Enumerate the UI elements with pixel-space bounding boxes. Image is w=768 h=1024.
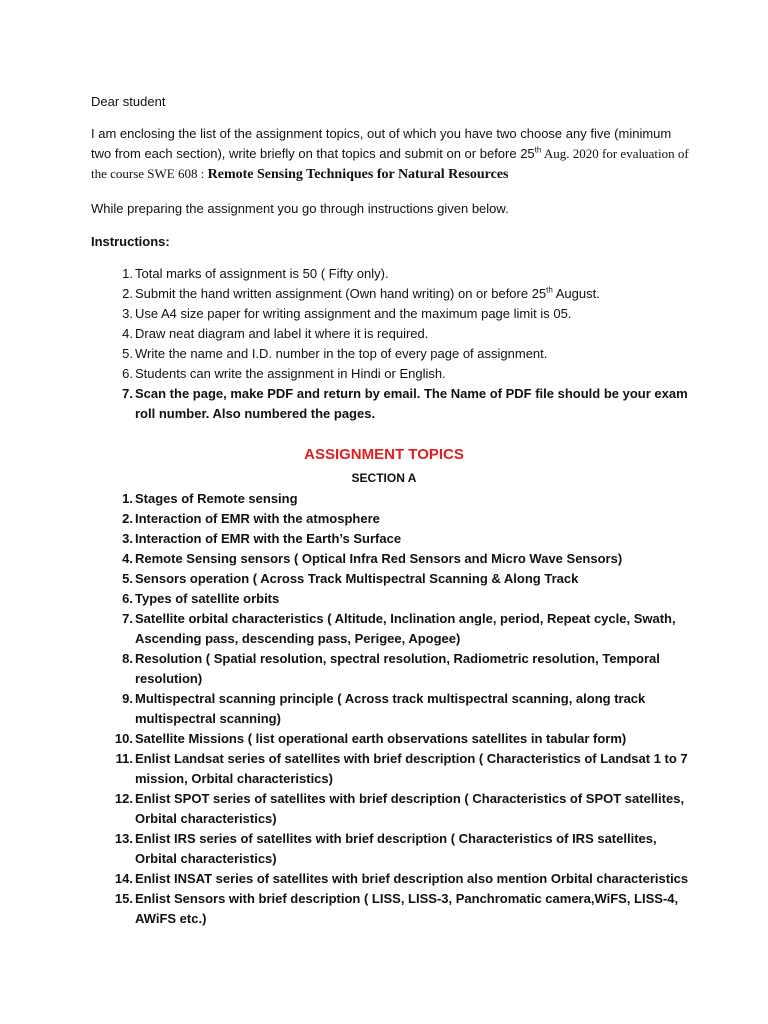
item-text: Enlist INSAT series of satellites with brief description also mention Orbital characteristics <box>135 871 689 886</box>
instructions-note: While preparing the assignment you go through instructions given below. <box>91 201 509 216</box>
topic-item <box>91 789 691 829</box>
item-text-end: August. <box>552 286 600 301</box>
item-superscript: th <box>546 285 553 295</box>
intro-paragraph <box>91 124 691 185</box>
item-number: 15. <box>114 891 133 906</box>
item-number: 13. <box>114 831 133 846</box>
topic-item <box>91 589 691 609</box>
item-number: 14. <box>114 871 133 886</box>
item-number: 10. <box>114 731 133 746</box>
item-text: Remote Sensing sensors ( Optical Infra Red Sensors and Micro Wave Sensors) <box>135 551 623 566</box>
topic-item <box>91 489 691 509</box>
item-text: Stages of Remote sensing <box>135 491 298 506</box>
item-text: Satellite Missions ( list operational earth observations satellites in tabular form) <box>135 731 627 746</box>
topic-item <box>91 649 691 689</box>
topic-item <box>91 529 691 549</box>
instructions-title: Instructions: <box>91 234 170 249</box>
topic-item <box>91 549 691 569</box>
item-text: Use A4 size paper for writing assignment and the maximum page limit is 05. <box>135 306 572 321</box>
topic-item <box>91 509 691 529</box>
instruction-item <box>91 284 691 304</box>
item-text: Enlist IRS series of satellites with brief description ( Characteristics of IRS satellites, Orbital characteristics) <box>135 831 657 866</box>
item-text: Total marks of assignment is 50 ( Fifty only). <box>135 266 389 281</box>
topic-item <box>91 729 691 749</box>
item-text: Enlist SPOT series of satellites with brief description ( Characteristics of SPOT satellites, Orbital characteristics) <box>135 791 685 826</box>
instruction-item <box>91 344 691 364</box>
item-number: 5. <box>122 346 133 361</box>
course-name: Remote Sensing Techniques for Natural Resources <box>207 167 509 182</box>
item-text: Write the name and I.D. number in the top of every page of assignment. <box>135 346 548 361</box>
item-text: Interaction of EMR with the atmosphere <box>135 511 380 526</box>
topic-item <box>91 569 691 589</box>
greeting: Dear student <box>91 94 166 109</box>
topic-item <box>91 829 691 869</box>
item-number: 8. <box>122 651 133 666</box>
item-text: Multispectral scanning principle ( Across track multispectral scanning, along track multispectral scanning) <box>135 691 646 726</box>
item-text: Satellite orbital characteristics ( Altitude, Inclination angle, period, Repeat cycle, Swath, Ascending pass, descending pass, Perigee, Apogee) <box>135 611 676 646</box>
item-number: 7. <box>122 386 133 401</box>
item-number: 4. <box>122 326 133 341</box>
item-number: 2. <box>122 286 133 301</box>
instructions-list <box>91 264 691 424</box>
intro-text-continued: Aug. 2020 for evaluation of the course SWE 608 : <box>91 146 689 181</box>
item-text: Sensors operation ( Across Track Multispectral Scanning & Along Track <box>135 571 579 586</box>
item-text: Interaction of EMR with the Earth’s Surface <box>135 531 402 546</box>
item-number: 2. <box>122 511 133 526</box>
item-number: 1. <box>122 491 133 506</box>
instruction-item <box>91 384 691 424</box>
item-number: 11. <box>115 751 133 766</box>
section-heading: SECTION A <box>351 471 417 485</box>
assignment-topics-heading: ASSIGNMENT TOPICS <box>304 446 464 463</box>
item-number: 3. <box>122 306 133 321</box>
intro-superscript: th <box>534 145 542 155</box>
item-number: 4. <box>122 551 133 566</box>
topic-item <box>91 689 691 729</box>
item-text: Draw neat diagram and label it where it is required. <box>135 326 429 341</box>
instruction-item <box>91 264 691 284</box>
instruction-item <box>91 364 691 384</box>
item-text: Enlist Landsat series of satellites with brief description ( Characteristics of Landsat 1 to 7 mission, Orbital characteristics) <box>135 751 688 786</box>
instruction-item <box>91 324 691 344</box>
item-text: Types of satellite orbits <box>135 591 280 606</box>
topics-list <box>91 489 691 929</box>
item-text: Enlist Sensors with brief description ( LISS, LISS-3, Panchromatic camera,WiFS, LISS-4, AWiFS etc.) <box>135 891 679 926</box>
item-text: Scan the page, make PDF and return by email. The Name of PDF file should be your exam roll number. Also numbered the pages. <box>135 386 688 421</box>
topic-item <box>91 869 691 889</box>
intro-text: I am enclosing the list of the assignment topics, out of which you have two choose any five (minimum two from each section), write briefly on that topics and submit on or before 25 <box>91 126 672 161</box>
item-text: Submit the hand written assignment (Own hand writing) on or before 25 <box>135 286 547 301</box>
item-number: 6. <box>122 366 133 381</box>
item-number: 5. <box>122 571 133 586</box>
item-text: Resolution ( Spatial resolution, spectral resolution, Radiometric resolution, Temporal resolution) <box>135 651 660 686</box>
item-number: 12. <box>114 791 133 806</box>
item-number: 3. <box>122 531 133 546</box>
item-number: 1. <box>122 266 133 281</box>
item-number: 9. <box>122 691 133 706</box>
topic-item <box>91 749 691 789</box>
instruction-item <box>91 304 691 324</box>
item-number: 6. <box>122 591 133 606</box>
topic-item <box>91 889 691 929</box>
item-text: Students can write the assignment in Hindi or English. <box>135 366 446 381</box>
item-number: 7. <box>122 611 133 626</box>
topic-item <box>91 609 691 649</box>
